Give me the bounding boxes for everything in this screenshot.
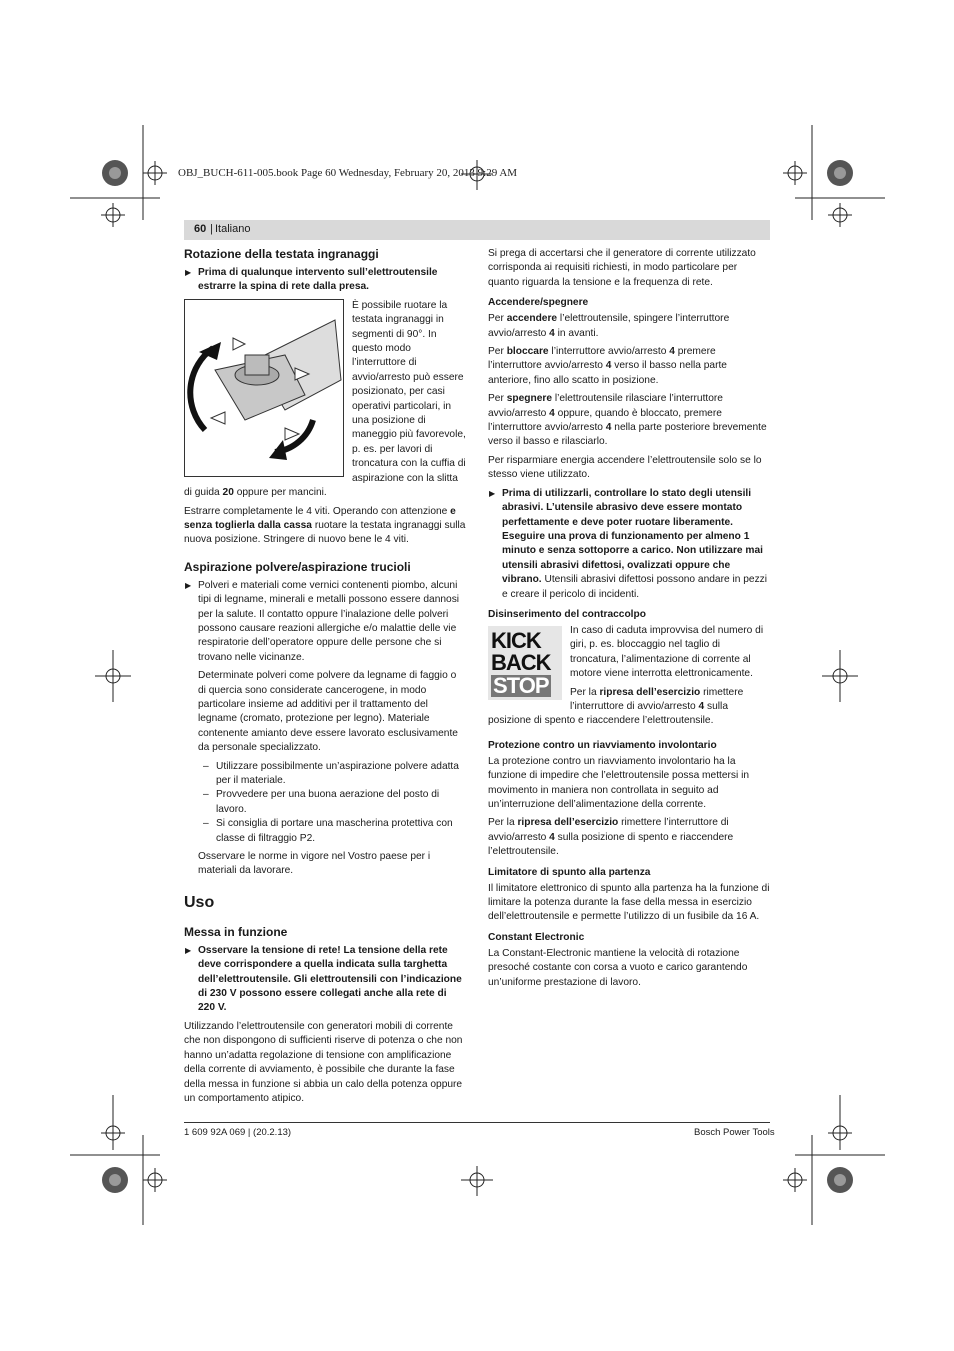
acc-para-4: Per risparmiare energia accendere l’elettroutensile solo se lo stesso viene utilizzato. (488, 454, 762, 481)
kick-para-1: In caso di caduta improvvisa del numero di giri, p. es. bloccaggio nel taglio di troncatura, l’alimentazione di corrente al motore viene interrotta elettronicamente. (570, 624, 764, 680)
page-language: Italiano (215, 223, 251, 235)
lim-heading: Limitatore di spunto alla partenza (488, 866, 651, 878)
lim-para: Il limitatore elettronico di spunto alla partenza ha la funzione di limitare la potenza durante la fase della messa in esercizio dell’elettroutensile e permette l’utilizzo di un fusibile da 16 A. (488, 882, 770, 923)
rotation-heading: Rotazione della testata ingranaggi (184, 247, 379, 261)
dash-item: – Utilizzare possibilmente un’aspirazione polvere adatta per il materiale. (203, 760, 459, 786)
rotation-paragraph: Estrarre completamente le 4 viti. Operando con attenzione e senza toglierla dalla cassa ruotare la testata ingranaggi sulla nuova posizione. Stringere di nuovo bene le 4 viti. (184, 505, 466, 546)
dash-item: – Si consiglia di portare una mascherina protettiva con classe di filtraggio P2. (203, 818, 453, 844)
page-header-band (184, 220, 770, 240)
aspiration-item: ▶ Polveri e materiali come vernici contenenti piombo, alcuni tipi di legname, minerali e metalli possono essere dannosi per la salute. Il contatto oppure l’inalazione delle polveri possono causare reazioni allergiche e/o malattie delle vie respiratorie dell’operatore oppure delle persone che si trovano nelle vicinanze. (185, 579, 460, 663)
aspiration-paragraph: Determinate polveri come polvere da legname di faggio o di quercia sono considerate cancerogene, in modo particolare insieme ad additivi per il trattamento del legname (cromato, protezione per legno). Materiale contenente amianto deve essere lavorato esclusivamente da personale specializzato. (198, 670, 458, 754)
bullet-arrow-icon: ▶ (185, 580, 192, 590)
kickback-stop-logo: KICK BACK STOP (488, 626, 562, 700)
bullet-arrow-icon: ▶ (185, 945, 192, 955)
bullet-arrow-icon: ▶ (185, 268, 192, 277)
right-column (488, 247, 770, 994)
messa-paragraph: Utilizzando l’elettroutensile con generatori mobili di corrente che non dispongono di sufficienti riserve di potenza o che non hanno un’adatta regolazione di tensione con amplificazione della corrente di avviamento, è possibile che durante la fase della messa in funzione si abbia un calo della potenza oppure un comportamento atipico. (184, 1020, 463, 1104)
rotation-figure-text: È possibile ruotare la testata ingranaggi in segmenti di 90°. In questo modo l’interruttore di avvio/arresto può essere posizionato, per casi operativi particolari, in una posizione di maneggio più favorevole, p. es. per lavori di troncatura con la cuffia di aspirazione con la slitta di guida 20 oppure per mancini. (184, 299, 466, 499)
generator-intro: Si prega di accertarsi che il generatore di corrente utilizzato corrisponda ai requisiti richiesti, in modo particolare per quanto riguarda la tensione e la frequenza di rete. (488, 248, 756, 288)
prot-para-1: La protezione contro un riavviamento involontario ha la funzione di impedire che l’elettroutensile possa mettersi in movimento in maniera non controllata in seguito ad un’interruzione dell’alimentazione della corrente. (488, 755, 750, 810)
footer-brand: Bosch Power Tools (694, 1127, 775, 1138)
kick-para-2: Per la ripresa dell’esercizio rimettere l’interruttore di avvio/arresto 4 sulla posizione di spento e riaccendere l’elettroutensile. (488, 686, 744, 727)
rotation-warning: ▶ Prima di qualunque intervento sull’elettroutensile estrarre la spina di rete dalla presa. (185, 267, 438, 293)
footer-rule (184, 1122, 770, 1123)
footer-doc-number: 1 609 92A 069 | (20.2.13) (184, 1127, 292, 1138)
acc-para-2: Per bloccare l’interruttore avvio/arresto 4 premere l’interruttore avvio/arresto 4 verso il basso nella parte anteriore, fino allo scatto in posizione. (488, 346, 727, 386)
acc-warning: ▶ Prima di utilizzarli, controllare lo stato degli utensili abrasivi. L’utensile abrasivo deve essere montato perfettamente e deve poter ruotare liberamente. Eseguire una prova di funzionamento per almeno 1 minuto e senza sottoporre a carico. Non utilizzare mai utensili abrasivi difettosi, ovalizzati oppure che vibrano. Utensili abrasivi difettosi possono andare in pezzi e creare il pericolo di incidenti. (489, 487, 768, 600)
aspiration-final: Osservare le norme in vigore nel Vostro paese per i materiali da lavorare. (198, 851, 431, 877)
aspiration-heading: Aspirazione polvere/aspirazione trucioli (184, 559, 411, 574)
const-para: La Constant-Electronic mantiene la velocità di rotazione presoché costante con corsa a vuoto e carico garantendo un’uniforme prestazione di lavoro. (488, 947, 748, 988)
page-header-separator: | (210, 223, 213, 235)
uso-heading: Uso (184, 893, 215, 911)
kick-block (488, 624, 770, 733)
dash-item: – Provvedere per una buona aerazione del posto di lavoro. (203, 789, 440, 815)
acc-heading: Accendere/spegnere (488, 297, 589, 309)
kick-heading: Disinserimento del contraccolpo (488, 608, 646, 620)
prot-heading: Protezione contro un riavviamento involontario (488, 739, 717, 751)
gear-head-figure (184, 299, 344, 477)
const-heading: Constant Electronic (488, 931, 585, 943)
angle-grinder-illustration (185, 300, 343, 476)
messa-heading: Messa in funzione (184, 924, 288, 939)
acc-para-3: Per spegnere l’elettroutensile rilasciare l’interruttore avvio/arresto 4 oppure, quando è bloccato, premere l’interruttore avvio/arresto 4 nella parte posteriore brevemente verso il basso e rilasciarlo. (488, 393, 767, 448)
page-number: 60 (194, 223, 207, 235)
messa-warning: ▶ Osservare la tensione di rete! La tensione della rete deve corrispondere a quella indicata sulla targhetta dell’elettroutensile. Gli elettroutensili con l’indicazione di 230 V possono essere collegati anche alla rete di 220 V. (185, 944, 462, 1014)
left-column (184, 247, 466, 1110)
file-header: OBJ_BUCH-611-005.book Page 60 Wednesday, February 20, 2013 9:29 AM (178, 167, 518, 179)
acc-para-1: Per accendere l’elettroutensile, spingere l’interruttore avvio/arresto 4 in avanti. (488, 313, 730, 339)
rotation-figure-block (184, 299, 466, 505)
bullet-arrow-icon: ▶ (489, 488, 496, 498)
prot-para-2: Per la ripresa dell’esercizio rimettere l’interruttore di avvio/arresto 4 sulla posizione di spento e riaccendere l’elettroutensile. (488, 817, 734, 858)
